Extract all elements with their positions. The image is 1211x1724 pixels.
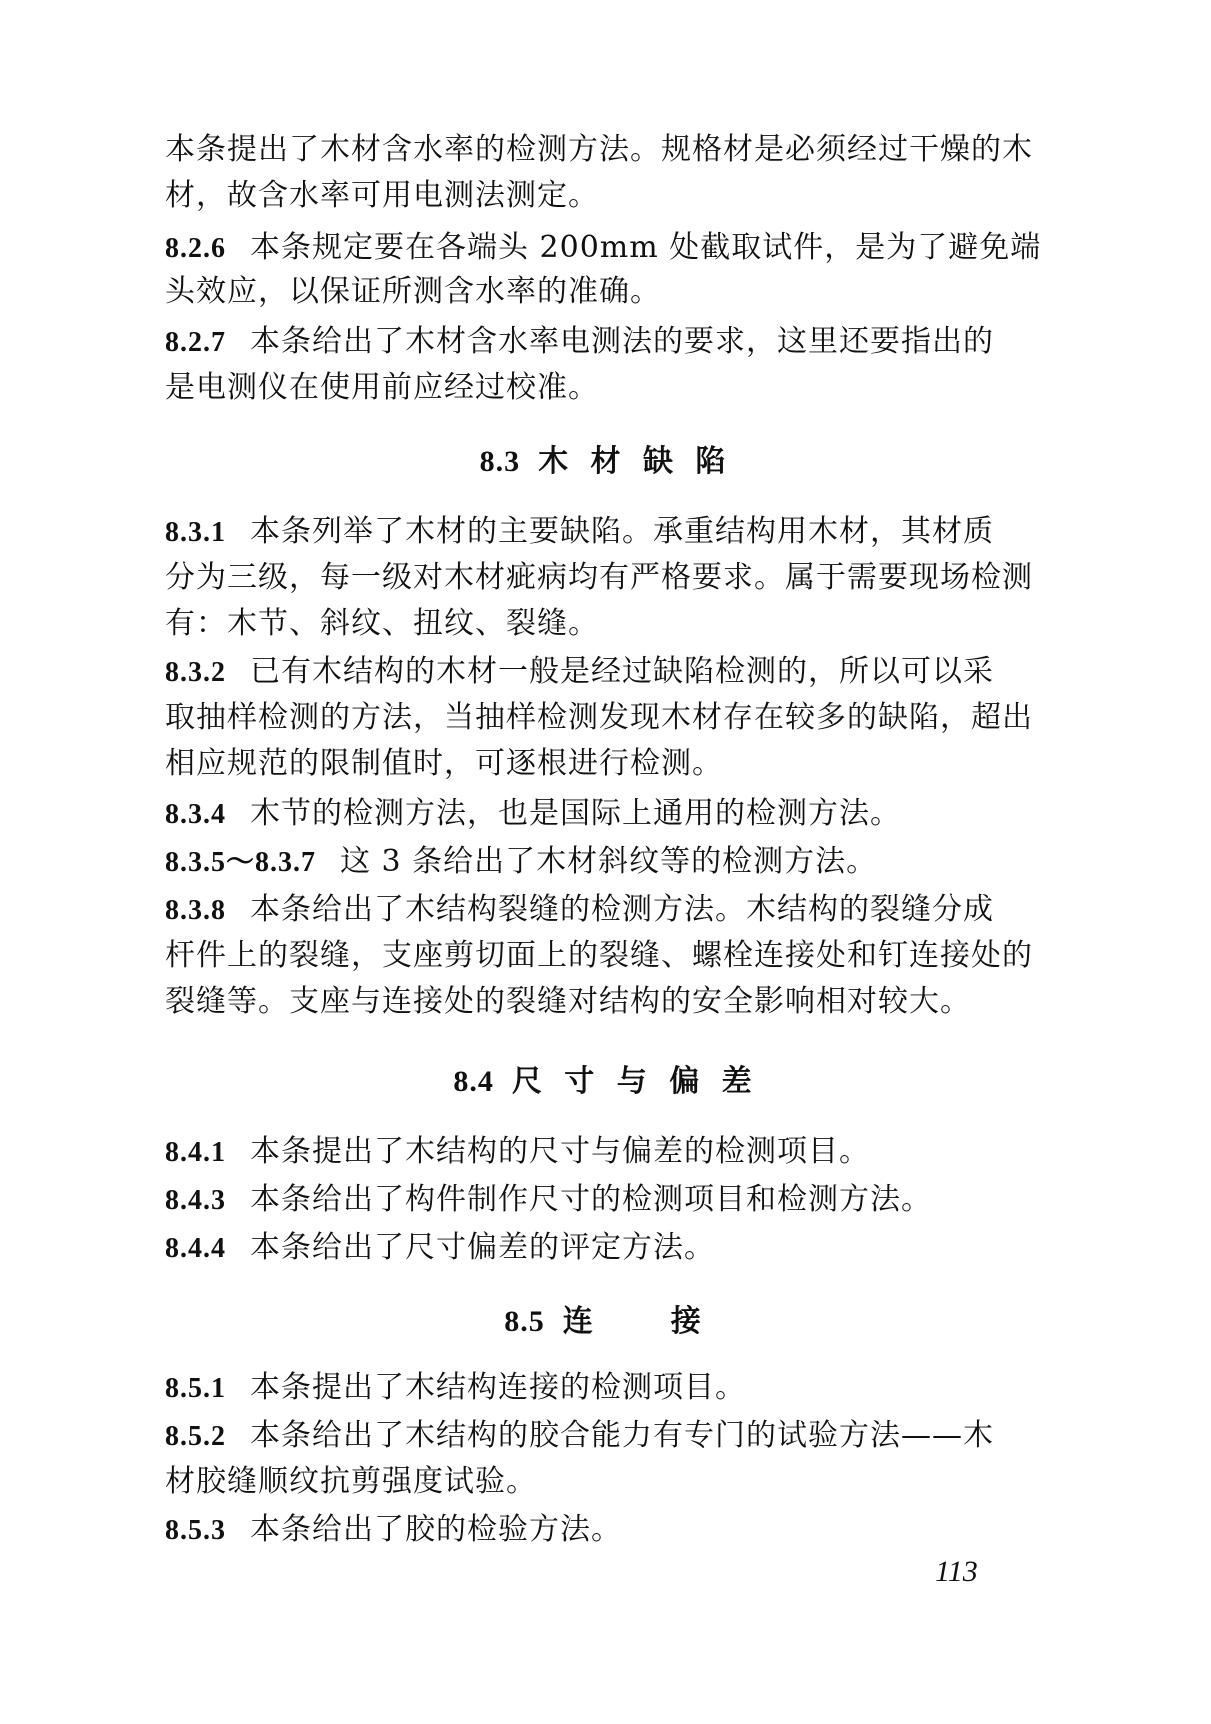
paragraph-text: 分为三级，每一级对木材疵病均有严格要求。属于需要现场检测	[165, 560, 1033, 595]
page-number: 113	[935, 1555, 978, 1588]
clause-8-3-4	[165, 792, 901, 837]
clause-8-4-1	[165, 1130, 870, 1175]
paragraph-text: 这 3 条给出了木材斜纹等的检测方法。	[340, 844, 878, 879]
body-line	[165, 980, 971, 1024]
paragraph-text: 裂缝等。支座与连接处的裂缝对结构的安全影响相对较大。	[165, 984, 971, 1019]
clause-8-2-7	[165, 320, 994, 365]
paragraph-text: 木节的检测方法，也是国际上通用的检测方法。	[250, 796, 901, 831]
clause-8-2-6	[165, 226, 1041, 271]
paragraph-text: 本条给出了木材含水率电测法的要求，这里还要指出的	[250, 324, 994, 359]
clause-8-4-4	[165, 1226, 715, 1271]
body-line	[165, 174, 599, 218]
body-line	[165, 602, 599, 646]
section-title: 尺 寸 与 偏 差	[511, 1064, 758, 1099]
paragraph-text: 本条给出了胶的检验方法。	[250, 1512, 622, 1547]
body-line	[165, 696, 1033, 740]
clause-number: 8.4.1	[165, 1137, 226, 1168]
paragraph-text: 本条给出了木结构裂缝的检测方法。木结构的裂缝分成	[250, 892, 994, 927]
paragraph-text: 本条列举了木材的主要缺陷。承重结构用木材，其材质	[250, 514, 994, 549]
paragraph-text: 头效应，以保证所测含水率的准确。	[165, 274, 661, 309]
clause-number: 8.4.3	[165, 1185, 226, 1216]
body-line	[165, 1460, 537, 1504]
paragraph-text: 相应规范的限制值时，可逐根进行检测。	[165, 746, 723, 781]
section-number: 8.4	[453, 1065, 494, 1098]
paragraph-text: 材胶缝顺纹抗剪强度试验。	[165, 1464, 537, 1499]
clause-number: 8.3.2	[165, 657, 226, 688]
clause-number: 8.3.5～8.3.7	[165, 847, 317, 878]
paragraph-text: 本条给出了构件制作尺寸的检测项目和检测方法。	[250, 1182, 932, 1217]
body-line	[165, 270, 661, 314]
paragraph-text: 已有木结构的木材一般是经过缺陷检测的，所以可以采	[250, 654, 994, 689]
clause-8-3-2	[165, 650, 994, 695]
body-line	[165, 742, 723, 786]
paragraph-text: 本条给出了木结构的胶合能力有专门的试验方法——木	[250, 1418, 994, 1453]
clause-number: 8.4.4	[165, 1233, 226, 1264]
paragraph-text: 本条规定要在各端头 200mm 处截取试件，是为了避免端	[250, 230, 1042, 265]
body-line	[165, 556, 1033, 600]
paragraph-text: 本条提出了木结构的尺寸与偏差的检测项目。	[250, 1134, 870, 1169]
clause-number: 8.3.1	[165, 517, 226, 548]
clause-8-5-1	[165, 1366, 746, 1411]
body-line	[165, 366, 599, 410]
paragraph-text: 本条提出了木结构连接的检测项目。	[250, 1370, 746, 1405]
clause-number: 8.3.8	[165, 895, 226, 926]
body-line	[165, 128, 1033, 172]
clause-8-3-1	[165, 510, 994, 555]
clause-8-4-3	[165, 1178, 932, 1223]
clause-8-5-3	[165, 1508, 622, 1553]
section-number: 8.5	[504, 1305, 545, 1338]
clause-number: 8.2.7	[165, 327, 226, 358]
paragraph-text: 材，故含水率可用电测法测定。	[165, 178, 599, 213]
paragraph-text: 取抽样检测的方法，当抽样检测发现木材存在较多的缺陷，超出	[165, 700, 1033, 735]
clause-8-5-2	[165, 1414, 994, 1459]
section-heading-8-4	[0, 1060, 1211, 1104]
paragraph-text: 有：木节、斜纹、扭纹、裂缝。	[165, 606, 599, 641]
paragraph-text: 杆件上的裂缝，支座剪切面上的裂缝、螺栓连接处和钉连接处的	[165, 938, 1033, 973]
section-heading-8-3	[0, 440, 1211, 484]
section-title: 连 接	[562, 1304, 707, 1339]
clause-number: 8.5.1	[165, 1373, 226, 1404]
body-line	[165, 934, 1033, 978]
section-number: 8.3	[479, 445, 521, 478]
section-heading-8-5	[0, 1300, 1211, 1344]
clause-8-3-8	[165, 888, 994, 933]
paragraph-text: 是电测仪在使用前应经过校准。	[165, 370, 599, 405]
clause-8-3-5-to-8-3-7	[165, 840, 877, 885]
clause-number: 8.2.6	[165, 233, 226, 264]
clause-number: 8.5.3	[165, 1515, 226, 1546]
clause-number: 8.3.4	[165, 799, 226, 830]
paragraph-text: 本条提出了木材含水率的检测方法。规格材是必须经过干燥的木	[165, 132, 1033, 167]
paragraph-text: 本条给出了尺寸偏差的评定方法。	[250, 1230, 715, 1265]
clause-number: 8.5.2	[165, 1421, 226, 1452]
section-title: 木 材 缺 陷	[538, 444, 732, 479]
